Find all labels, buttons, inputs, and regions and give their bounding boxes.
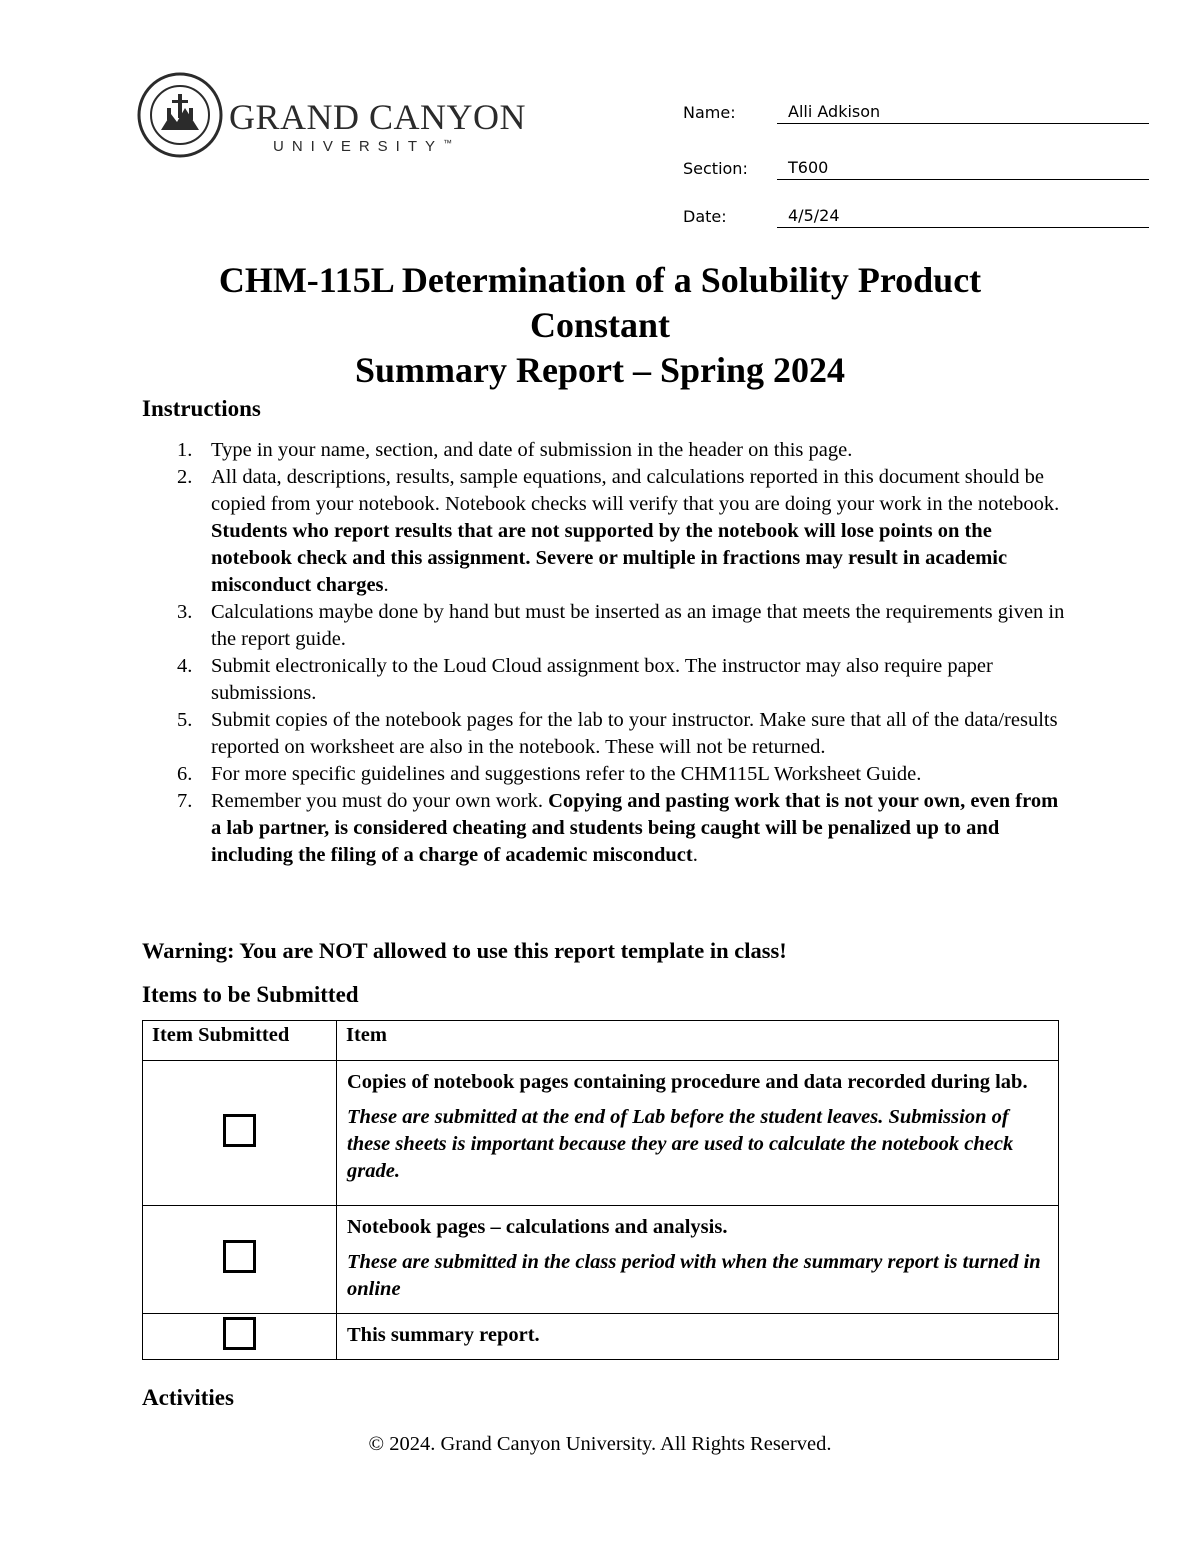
item-main: Copies of notebook pages containing procedure and data recorded during lab. bbox=[347, 1071, 1028, 1093]
submitted-checkbox[interactable] bbox=[223, 1240, 256, 1273]
instructions-heading: Instructions bbox=[142, 396, 261, 421]
table-row bbox=[143, 1061, 1059, 1206]
instruction-text: . bbox=[383, 574, 389, 596]
instruction-item bbox=[142, 464, 1072, 599]
col-item-submitted: Item Submitted bbox=[143, 1021, 337, 1061]
logo-university-name: GRAND CANYON bbox=[229, 97, 527, 137]
instruction-item bbox=[142, 437, 1072, 464]
warning-text: Warning: You are NOT allowed to use this report template in class! bbox=[142, 938, 787, 963]
instruction-number: 5. bbox=[177, 709, 193, 731]
instruction-bold-text: Copying and pasting work that is not your own, even from a lab partner, is considered cheating and students being caught will be penalized up to and including the filing of a charge of academic misconduct bbox=[211, 790, 1059, 866]
instruction-number: 6. bbox=[177, 763, 193, 785]
instruction-number: 3. bbox=[177, 601, 193, 623]
activities-heading: Activities bbox=[142, 1385, 234, 1410]
section-label: Section: bbox=[683, 159, 748, 178]
instruction-text: Calculations maybe done by hand but must be inserted as an image that meets the requirements given in the report guide. bbox=[211, 601, 1065, 650]
instructions-list bbox=[142, 437, 1072, 869]
instruction-number: 2. bbox=[177, 466, 193, 488]
title-line-2: Constant bbox=[529, 305, 671, 345]
university-logo bbox=[137, 72, 537, 162]
submitted-checkbox[interactable] bbox=[223, 1114, 256, 1147]
section-field[interactable] bbox=[683, 157, 1149, 181]
instruction-text: For more specific guidelines and suggestions refer to the CHM115L Worksheet Guide. bbox=[211, 763, 922, 785]
copyright-footer: © 2024. Grand Canyon University. All Rights Reserved. bbox=[368, 1433, 832, 1455]
col-item: Item bbox=[337, 1021, 1059, 1061]
instruction-item bbox=[142, 761, 1072, 788]
instruction-item bbox=[142, 707, 1072, 761]
instruction-text: Type in your name, section, and date of submission in the header on this page. bbox=[211, 439, 853, 461]
date-label: Date: bbox=[683, 207, 727, 226]
instruction-item bbox=[142, 788, 1072, 869]
instruction-text: . bbox=[692, 844, 698, 866]
item-main: Notebook pages – calculations and analysis. bbox=[347, 1216, 728, 1238]
item-note: These are submitted at the end of Lab before the student leaves. Submission of these sheets is important because they are used to calculate the notebook check grade. bbox=[347, 1106, 1014, 1182]
instruction-number: 4. bbox=[177, 655, 193, 677]
instruction-item bbox=[142, 653, 1072, 707]
instruction-text: Submit copies of the notebook pages for the lab to your instructor. Make sure that all of the data/results reported on worksheet are also in the notebook. These will not be returned. bbox=[211, 709, 1058, 758]
items-submitted-table bbox=[142, 1020, 1059, 1360]
instruction-bold-text: Students who report results that are not supported by the notebook will lose points on the notebook check and this assignment. Severe or multiple in fractions may result in academic misconduct charges bbox=[211, 520, 1008, 596]
page-title bbox=[100, 258, 1100, 393]
instruction-text: All data, descriptions, results, sample equations, and calculations reported in this document should be copied from your notebook. Notebook checks will verify that you are doing your work in the notebook. bbox=[211, 466, 1060, 515]
date-field[interactable] bbox=[683, 205, 1149, 229]
instruction-item bbox=[142, 599, 1072, 653]
submitted-checkbox[interactable] bbox=[223, 1317, 256, 1350]
title-line-3: Summary Report – Spring 2024 bbox=[354, 350, 845, 390]
table-row bbox=[143, 1206, 1059, 1314]
date-value[interactable]: 4/5/24 bbox=[777, 205, 1149, 228]
name-field[interactable] bbox=[683, 101, 1149, 125]
instruction-number: 1. bbox=[177, 439, 193, 461]
instruction-text: Submit electronically to the Loud Cloud assignment box. The instructor may also require paper submissions. bbox=[211, 655, 993, 704]
name-label: Name: bbox=[683, 103, 736, 122]
university-seal-icon bbox=[137, 72, 223, 158]
item-note: These are submitted in the class period with when the summary report is turned in online bbox=[347, 1251, 1041, 1300]
logo-university-sub: UNIVERSITY™ bbox=[273, 138, 453, 155]
instruction-number: 7. bbox=[177, 790, 193, 812]
instruction-text: Remember you must do your own work. bbox=[211, 790, 549, 812]
name-value[interactable]: Alli Adkison bbox=[777, 101, 1149, 124]
table-row bbox=[143, 1314, 1059, 1360]
title-line-1: CHM-115L Determination of a Solubility Product bbox=[218, 260, 982, 300]
section-value[interactable]: T600 bbox=[777, 157, 1149, 180]
item-main: This summary report. bbox=[347, 1324, 540, 1346]
items-submitted-heading: Items to be Submitted bbox=[142, 982, 359, 1007]
table-header-row bbox=[143, 1021, 1059, 1061]
